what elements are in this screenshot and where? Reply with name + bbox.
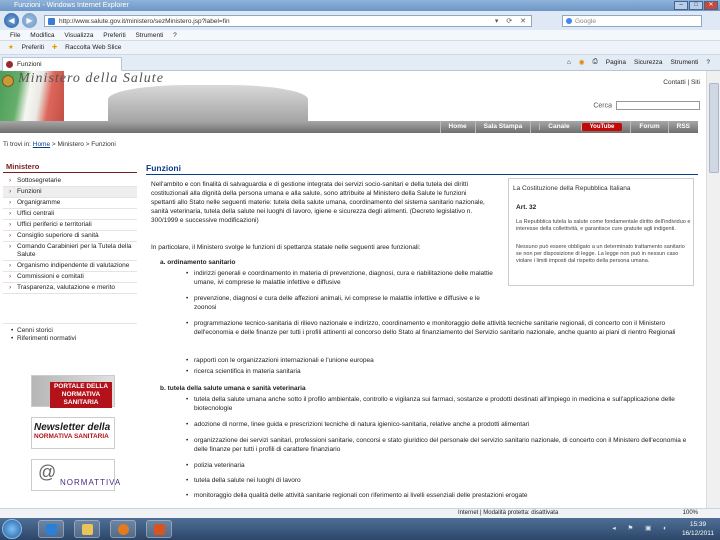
- sidebar-item-trasparenza[interactable]: › Trasparenza, valutazione e merito: [3, 283, 137, 294]
- nav-forum[interactable]: Forum: [630, 121, 667, 133]
- costituzione-title: La Costituzione della Repubblica Italiana: [513, 185, 631, 192]
- nav-canale[interactable]: [530, 121, 630, 133]
- sidebar: [3, 161, 137, 506]
- list-item: • ricerca scientifica in materia sanitaria: [186, 367, 696, 376]
- sidebar-item-carabinieri[interactable]: › Comando Carabinieri per la Tutela della Salute: [3, 242, 137, 261]
- menu-modifica[interactable]: Modifica: [30, 32, 55, 39]
- list-item: • tutela della salute umana anche sotto il profilo ambientale, controllo e vigilanza sui farmaci, sostanze e prodotti destinati all'impiego in medicina e sull'applicazione delle biotecnologie: [186, 395, 696, 413]
- menu-help[interactable]: ?: [173, 32, 177, 39]
- clock-time: 15:39: [689, 521, 707, 528]
- ie-toolbar: [567, 58, 710, 66]
- start-button[interactable]: [2, 519, 22, 539]
- back-button[interactable]: ◀: [4, 13, 19, 28]
- costituzione-article: Art. 32: [516, 204, 537, 211]
- at-sign-icon: @: [38, 462, 57, 482]
- taskbar-media-icon[interactable]: [110, 520, 136, 538]
- nav-rss[interactable]: RSS: [668, 121, 698, 133]
- clock-date: 16/12/2011: [681, 530, 714, 537]
- newsletter-subtitle: NORMATIVA SANITARIA: [34, 433, 109, 440]
- sidebar-heading: Ministero: [3, 161, 137, 173]
- contatti-link[interactable]: Contatti | Siti: [663, 79, 700, 86]
- sidebar-item-uffici-periferici[interactable]: › Uffici periferici e territoriali: [3, 220, 137, 231]
- portale-banner-text: PORTALE DELLA NORMATIVA SANITARIA: [50, 382, 112, 408]
- section-a-heading: a. ordinamento sanitario: [160, 259, 236, 266]
- list-item: • organizzazione dei servizi sanitari, professioni sanitarie, concorsi e stato giuridico del personale del servizio sanitario nazionale, di concerto con il Ministero dell'economia e delle finanze per tutti i profili di carattere finanziario: [186, 436, 696, 454]
- add-favorite-icon[interactable]: ✚: [51, 44, 58, 51]
- menubar: [0, 30, 720, 41]
- site-header: [0, 71, 720, 121]
- tab-row: [0, 55, 720, 71]
- list-item: • monitoraggio della qualità delle attività sanitarie regionali con riferimento ai livelli essenziali delle prestazioni erogate: [186, 491, 696, 500]
- costituzione-paragraph-1: La Repubblica tutela la salute come fondamentale diritto dell'individuo e interesse della collettività, e garantisce cure gratuite agli indigenti.: [516, 219, 691, 232]
- menu-file[interactable]: File: [10, 32, 21, 39]
- list-item: • rapporti con le organizzazioni internazionali e l'unione europea: [186, 356, 696, 365]
- list-item: • tutela della salute nei luoghi di lavoro: [186, 476, 696, 485]
- print-icon[interactable]: ⎙: [592, 58, 598, 65]
- tools-menu[interactable]: Strumenti: [670, 58, 699, 66]
- site-search: [593, 101, 700, 110]
- portale-normativa-banner[interactable]: [31, 375, 115, 407]
- vertical-scrollbar[interactable]: [706, 71, 720, 508]
- favorites-button[interactable]: Preferiti: [21, 44, 45, 51]
- costituzione-box: [508, 178, 694, 286]
- feed-icon[interactable]: ◉: [578, 59, 585, 66]
- breadcrumb: [0, 139, 720, 151]
- address-row: [0, 11, 720, 30]
- list-item: • prevenzione, diagnosi e cura delle affezioni animali, ivi comprese le malattie infettive e diffusive e le zoonosi: [186, 294, 501, 312]
- refresh-stop-icons[interactable]: ▾ ⟳ ✕: [494, 18, 529, 25]
- security-menu[interactable]: Sicurezza: [634, 58, 663, 66]
- address-url: http://www.salute.gov.it/ministero/sezMinistero.jsp?label=fin: [59, 18, 230, 25]
- newsletter-title: Newsletter della: [34, 422, 111, 433]
- address-bar[interactable]: [44, 15, 532, 27]
- site-logo[interactable]: Ministero della Salute: [18, 71, 164, 86]
- help-icon[interactable]: ?: [706, 58, 710, 66]
- sidebar-link-cenni-storici[interactable]: • Cenni storici: [3, 327, 137, 335]
- scrollbar-thumb[interactable]: [709, 83, 719, 173]
- forward-button[interactable]: ▶: [22, 13, 37, 28]
- newsletter-banner[interactable]: [31, 417, 115, 449]
- maximize-button[interactable]: □: [689, 1, 703, 10]
- menu-preferiti[interactable]: Preferiti: [103, 32, 126, 39]
- nav-home[interactable]: Home: [440, 121, 475, 133]
- taskbar-explorer-icon[interactable]: [74, 520, 100, 538]
- site-icon: [48, 18, 55, 25]
- list-item: • polizia veterinaria: [186, 461, 696, 470]
- page-title: Funzioni: [146, 163, 698, 175]
- sidebar-item-uffici-centrali[interactable]: › Uffici centrali: [3, 209, 137, 220]
- security-mode: Internet | Modalità protetta: disattivata: [458, 510, 559, 516]
- sidebar-item-oiv[interactable]: › Organismo indipendente di valutazione: [3, 261, 137, 272]
- close-button[interactable]: ✕: [704, 1, 718, 10]
- nav-sala-stampa[interactable]: Sala Stampa: [475, 121, 531, 133]
- taskbar: [0, 518, 720, 540]
- list-item: • programmazione tecnico-sanitaria di rilievo nazionale e indirizzo, coordinamento e monitoraggio delle attività tecniche sanitarie regionali, di concerto con il Ministero dell'economia e delle finanze per tutti i profili attinenti al concorso dello Stato al finanziamento del Servizio sanitario nazionale, anche quanto ai piani di rientro Regionali: [186, 319, 696, 337]
- taskbar-ie-icon[interactable]: [38, 520, 64, 538]
- clock[interactable]: [682, 520, 714, 538]
- window-titlebar: [0, 0, 720, 11]
- sidebar-item-commissioni[interactable]: › Commissioni e comitati: [3, 272, 137, 283]
- youtube-logo: YouTube: [581, 123, 623, 131]
- menu-visualizza[interactable]: Visualizza: [64, 32, 94, 39]
- monument-image: [108, 85, 308, 121]
- main-content: [146, 161, 698, 506]
- nav-canale-label: Canale: [539, 123, 577, 130]
- sidebar-item-consiglio[interactable]: › Consiglio superiore di sanità: [3, 231, 137, 242]
- status-bar: [0, 508, 720, 518]
- zoom-level[interactable]: 100%: [682, 510, 698, 516]
- section-b-heading: b. tutela della salute umana e sanità veterinaria: [160, 385, 306, 392]
- search-label: Cerca: [593, 102, 612, 110]
- sidebar-item-funzioni[interactable]: › Funzioni: [3, 187, 137, 198]
- breadcrumb-prefix: Ti trovi in:: [3, 141, 31, 148]
- page-menu[interactable]: Pagina: [605, 58, 626, 66]
- star-icon[interactable]: ★: [8, 44, 14, 51]
- main-nav: [0, 121, 698, 133]
- sidebar-link-riferimenti[interactable]: • Riferimenti normativi: [3, 335, 137, 343]
- favorites-bar: [0, 41, 720, 55]
- breadcrumb-rest: > Ministero > Funzioni: [50, 141, 116, 148]
- search-input[interactable]: Google: [562, 15, 702, 27]
- sidebar-item-organigramme[interactable]: › Organigramme: [3, 198, 137, 209]
- system-tray-icons[interactable]: ◂ ⚑ ▣ ◐: [612, 525, 672, 532]
- areas-paragraph: In particolare, il Ministero svolge le funzioni di spettanza statale nelle seguenti aree funzionali:: [151, 244, 421, 251]
- minimize-button[interactable]: –: [674, 1, 688, 10]
- menu-strumenti[interactable]: Strumenti: [135, 32, 164, 39]
- list-item: • adozione di norme, linee guida e prescrizioni tecniche di natura igienico-sanitaria, relative anche a prodotti alimentari: [186, 420, 696, 429]
- breadcrumb-home[interactable]: Home: [32, 141, 51, 148]
- window-title: Funzioni - Windows Internet Explorer: [14, 2, 129, 9]
- home-icon[interactable]: ⌂: [566, 58, 571, 66]
- site-search-input[interactable]: [616, 101, 700, 110]
- sidebar-item-sottosegretarie[interactable]: › Sottosegretarie: [3, 176, 137, 187]
- tab-funzioni[interactable]: Funzioni: [2, 57, 122, 71]
- costituzione-paragraph-2: Nessuno può essere obbligato a un determinato trattamento sanitario se non per disposizione di legge. La legge non può in nessun caso violare i limiti imposti dal rispetto della persona umana.: [516, 244, 685, 264]
- webslice-button[interactable]: Raccolta Web Slice: [65, 44, 122, 51]
- normattiva-banner[interactable]: [31, 459, 122, 491]
- republic-emblem-icon: [2, 75, 14, 87]
- taskbar-office-icon[interactable]: [146, 520, 172, 538]
- normattiva-text: NORMATTIVA: [60, 478, 122, 487]
- intro-paragraph: Nell'ambito e con finalità di salvaguardia e di gestione integrata dei servizi socio-sanitari e della tutela dei diritti costituzionali alla dignità della persona umana e alla salute, sono attribuite al Ministero della Salute le funzioni spettanti allo Stato nelle seguenti materie: tutela della salute umana, coordinamento del sistema sanitario nazionale, sanità veterinaria, tutela della salute nei luoghi di lavoro, igiene e sicurezza degli alimenti. (Decreto legislativo n. 300/1999 e successive modificazioni): [151, 181, 485, 224]
- list-item: • indirizzi generali e coordinamento in materia di prevenzione, diagnosi, cura e riabilitazione delle malattie umane, ivi comprese le malattie infettive e diffusive: [186, 269, 496, 287]
